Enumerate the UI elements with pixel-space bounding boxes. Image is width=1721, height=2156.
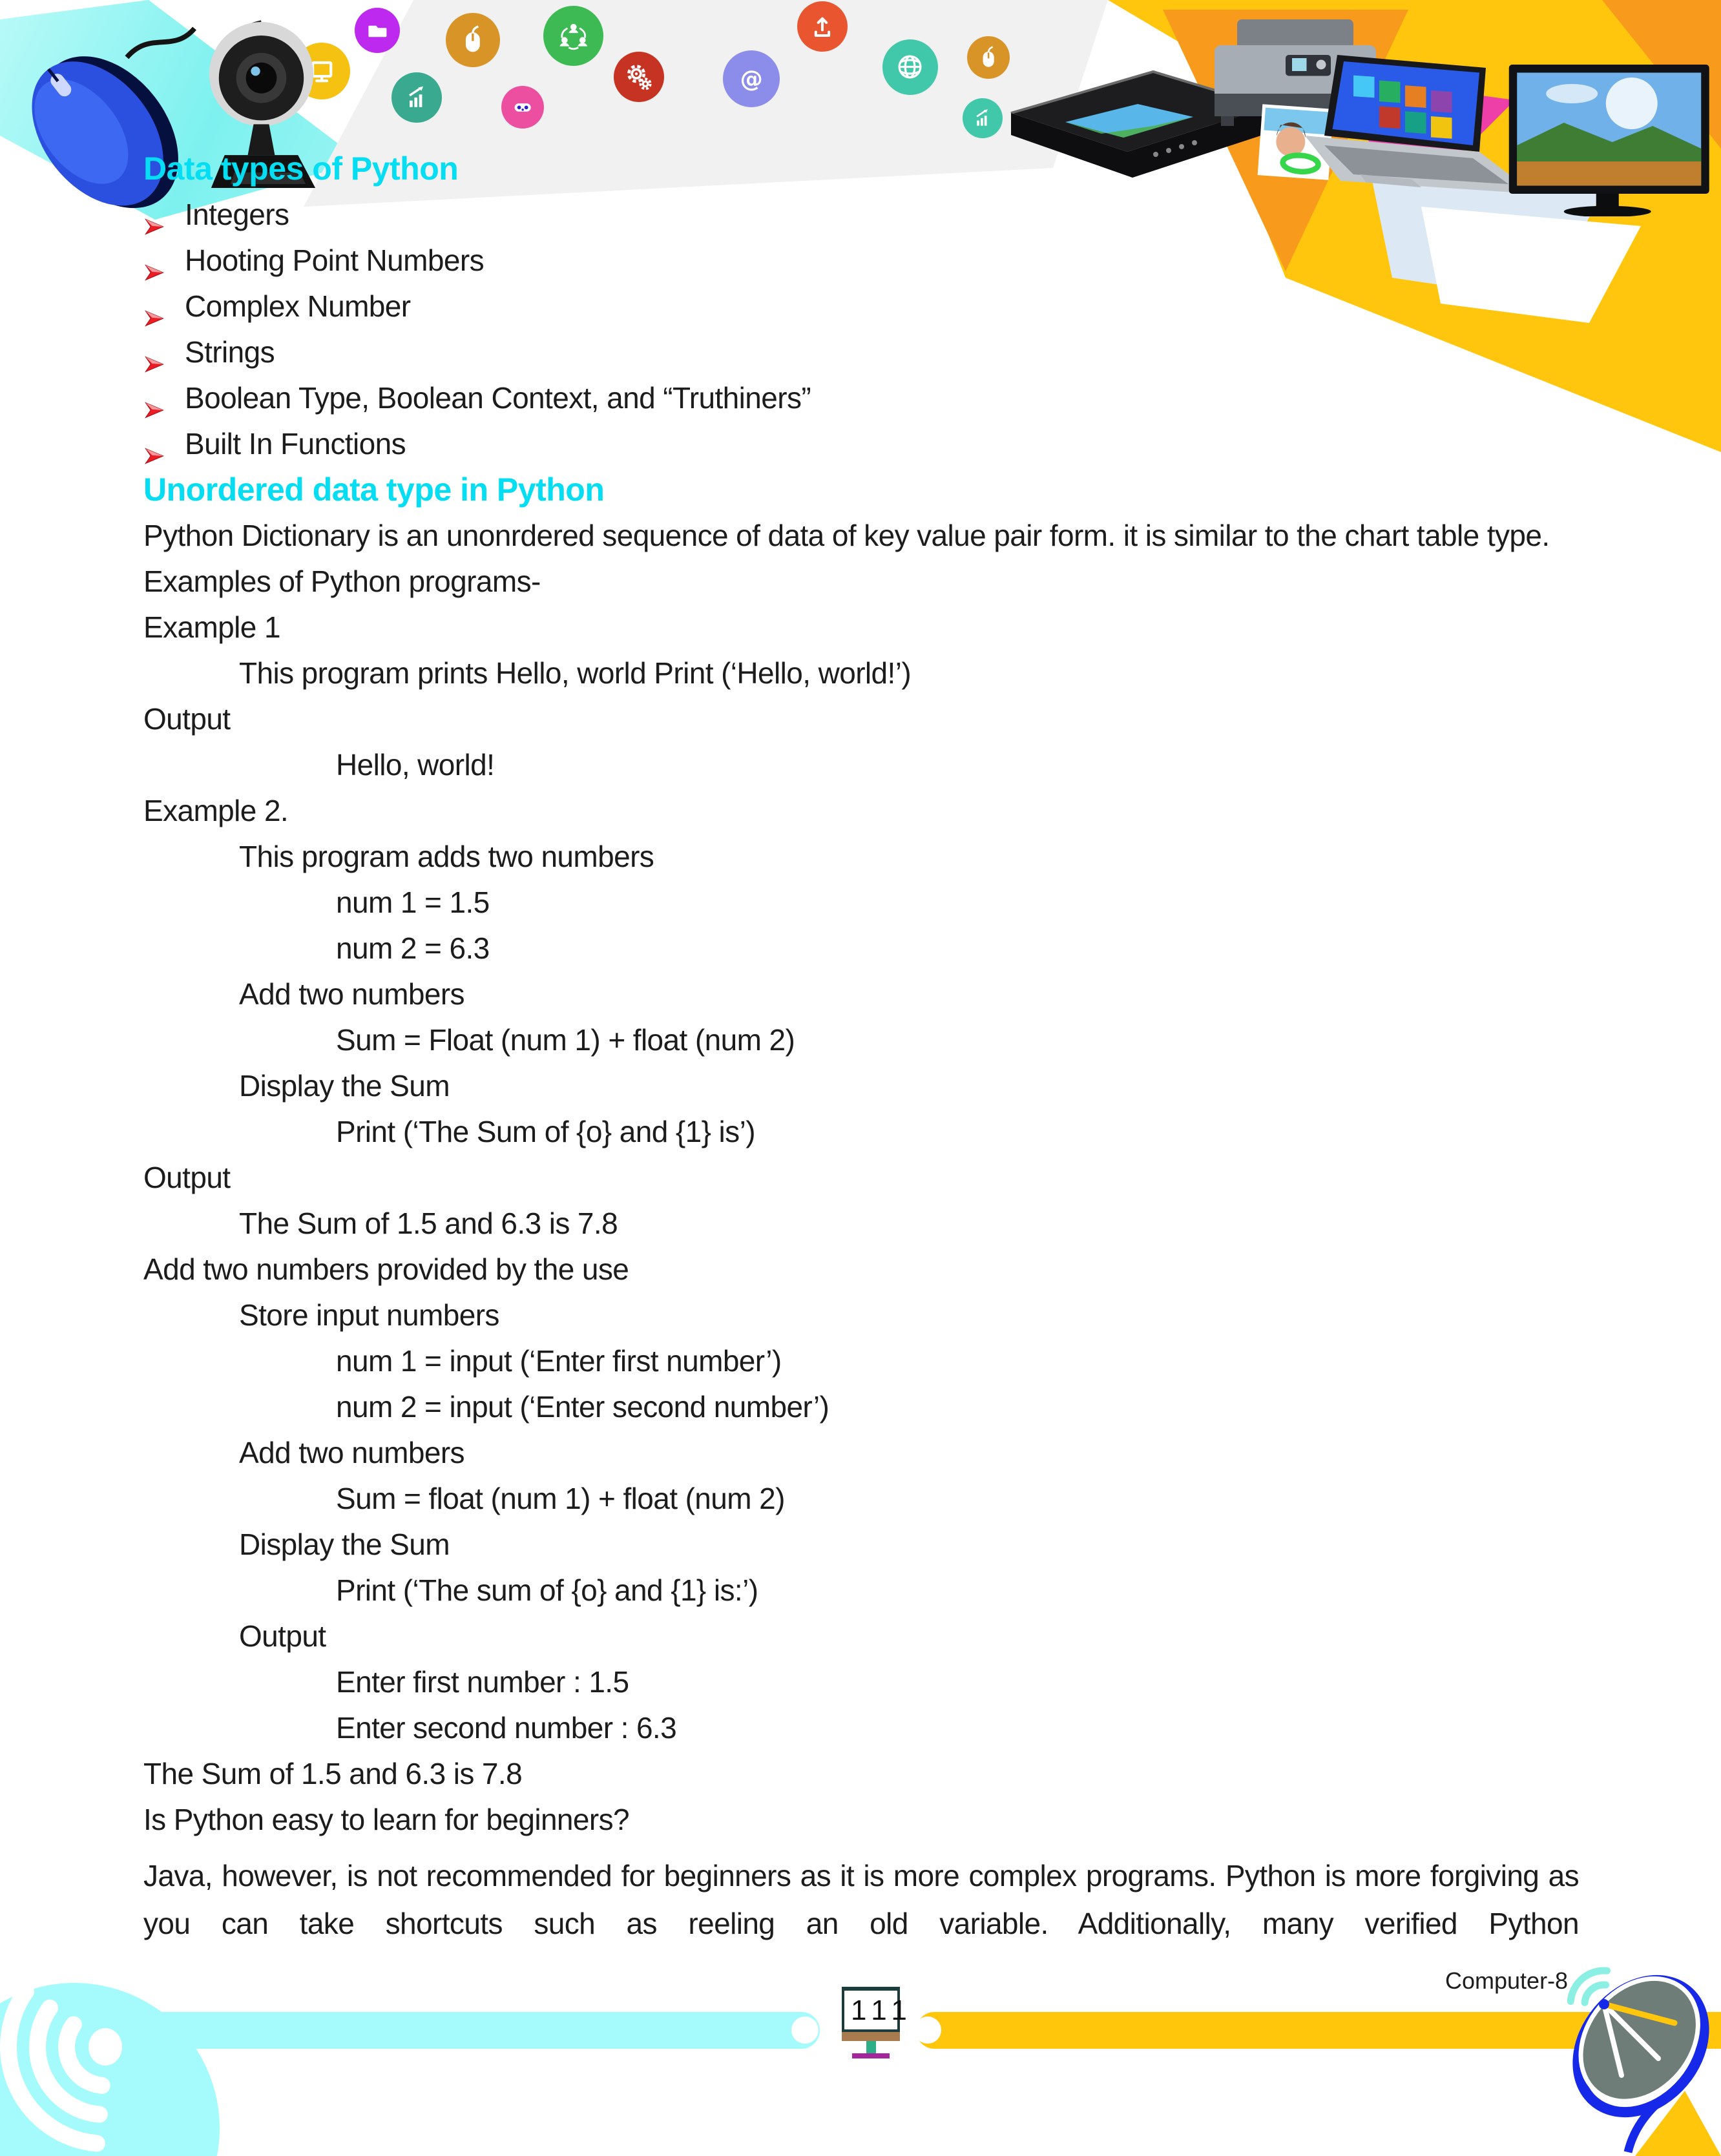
chart-growth-icon [391, 72, 442, 123]
bullet-item [143, 421, 1579, 467]
arrow-bullet-icon [143, 296, 165, 318]
content-line: Add two numbers [239, 1436, 464, 1469]
gears-icon [614, 52, 664, 102]
content-line: Example 1 [143, 610, 280, 644]
svg-text:@: @ [740, 66, 763, 93]
content-line: Output [143, 1161, 231, 1194]
at-sign-icon [723, 50, 780, 107]
paragraph-justified: Java, however, is not recommended for beginners as it is more complex programs. Python is more forgiving as you can take shortcuts such as reeling an old variable. Additionally, many verified Python [143, 1859, 1579, 1940]
footer-bar-dot-right [914, 2016, 941, 2044]
content-line: Hello, world! [336, 748, 495, 782]
arrow-bullet-icon [143, 205, 165, 227]
page-number: 111 [842, 1987, 900, 2032]
page-title: Data types of Python [143, 150, 459, 187]
gamepad-icon [501, 86, 544, 129]
content-line: Display the Sum [239, 1069, 450, 1103]
content-line: num 2 = input (‘Enter second number’) [336, 1390, 829, 1424]
content-line: Display the Sum [239, 1528, 450, 1561]
chart-growth-icon-2 [963, 98, 1003, 138]
content-line: num 2 = 6.3 [336, 931, 490, 965]
bullet-item-label: Boolean Type, Boolean Context, and “Truthiners” [185, 381, 811, 415]
content-line: The Sum of 1.5 and 6.3 is 7.8 [143, 1757, 523, 1790]
content [143, 146, 1579, 1947]
satellite-dish-icon [1538, 1964, 1721, 2156]
globe-icon [882, 39, 938, 95]
content-line: Is Python easy to learn for beginners? [143, 1803, 629, 1836]
bullet-item [143, 329, 1579, 375]
content-line: Output [143, 702, 231, 736]
bullet-item-label: Integers [185, 198, 289, 231]
content-line: Add two numbers provided by the use [143, 1252, 629, 1286]
content-line: Sum = float (num 1) + float (num 2) [336, 1482, 785, 1515]
content-line: This program adds two numbers [239, 840, 654, 873]
content-line: Print (‘The Sum of {o} and {1} is’) [336, 1115, 755, 1148]
content-line: num 1 = 1.5 [336, 886, 490, 919]
content-line: Sum = Float (num 1) + float (num 2) [336, 1023, 795, 1057]
arrow-bullet-icon [143, 388, 165, 410]
bullet-item [143, 375, 1579, 421]
bullet-item-label: Strings [185, 335, 275, 369]
content-line: Output [239, 1619, 326, 1653]
arrow-bullet-icon [143, 251, 165, 273]
folder-icon [355, 8, 400, 53]
content-line: Store input numbers [239, 1298, 499, 1332]
signal-decoration [0, 1976, 226, 2156]
content-line: This program prints Hello, world Print (‘Hello, world!’) [239, 656, 912, 690]
bullet-item [143, 284, 1579, 329]
arrow-bullet-icon [143, 434, 165, 456]
book-label: Computer-8 [1445, 1967, 1569, 1994]
section-heading: Unordered data type in Python [143, 472, 605, 508]
upload-icon [797, 1, 848, 52]
arrow-bullet-icon [143, 342, 165, 364]
bullet-item-label: Built In Functions [185, 427, 406, 461]
paragraph: Python Dictionary is an unonrdered sequence of data of key value pair form. it is similar to the chart table type. [143, 519, 1550, 552]
content-line: Examples of Python programs- [143, 565, 541, 598]
page-number-monitor-icon [842, 1987, 913, 2058]
content-line: Add two numbers [239, 977, 464, 1011]
content-line: Example 2. [143, 794, 289, 827]
people-network-icon [543, 6, 603, 66]
footer-bar-dot-left [791, 2016, 819, 2044]
content-line: The Sum of 1.5 and 6.3 is 7.8 [239, 1207, 618, 1240]
content-line: Enter first number : 1.5 [336, 1665, 629, 1699]
content-line: Print (‘The sum of {o} and {1} is:’) [336, 1573, 758, 1607]
bullet-item [143, 192, 1579, 238]
mouse-icon [446, 13, 500, 67]
content-line: Enter second number : 6.3 [336, 1711, 677, 1745]
bullet-item-label: Complex Number [185, 289, 411, 323]
content-line: num 1 = input (‘Enter first number’) [336, 1344, 782, 1378]
bullet-item-label: Hooting Point Numbers [185, 244, 484, 277]
bullet-item [143, 238, 1579, 284]
